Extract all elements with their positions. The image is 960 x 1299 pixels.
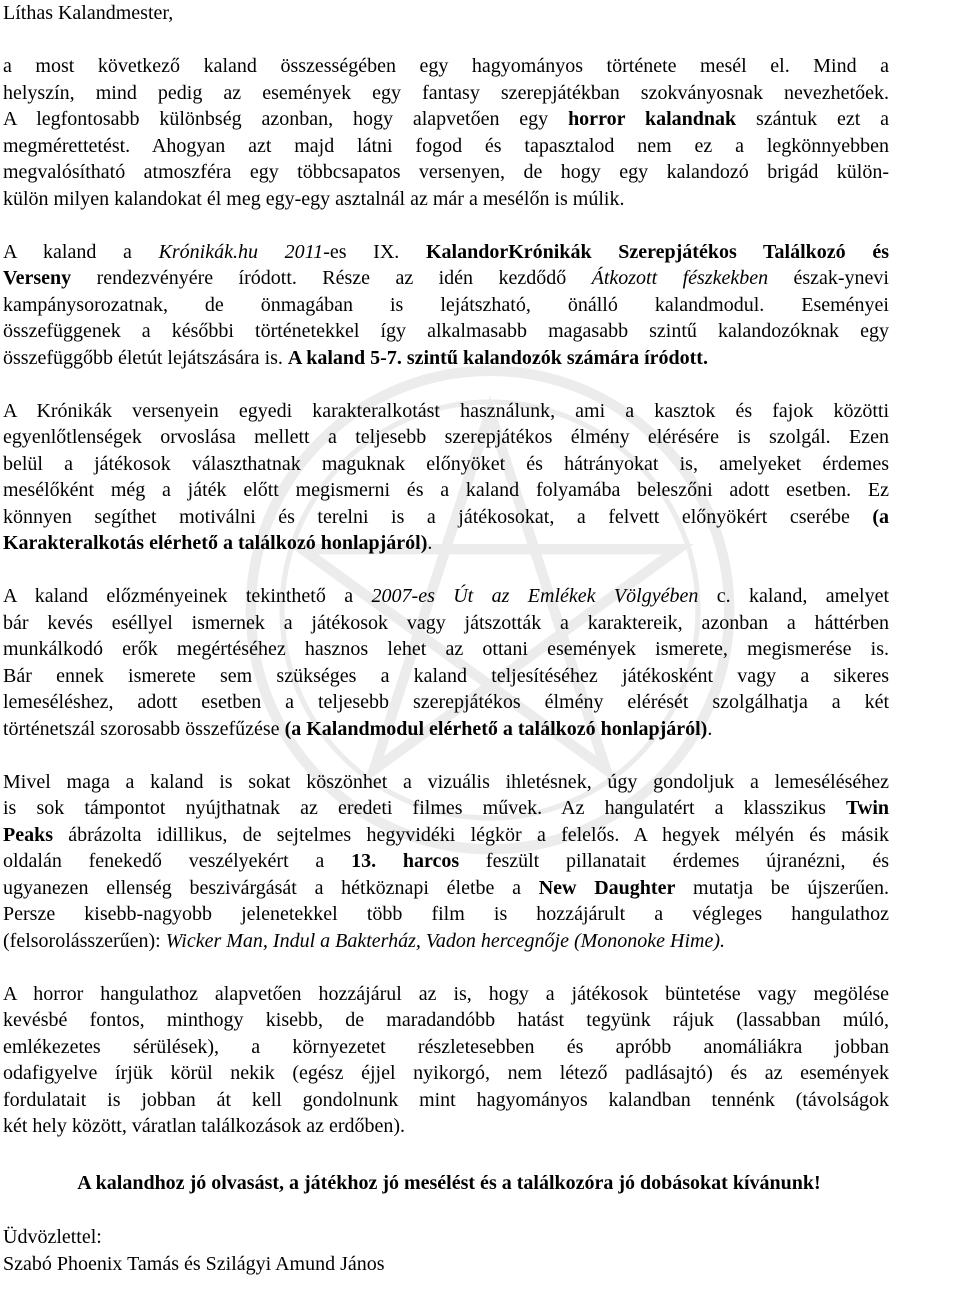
signoff: Üdvözlettel: <box>3 1226 102 1248</box>
paragraph-films: Mivel maga a kaland is sokat köszönhet a vizuális ihletésnek, úgy gondoljuk a lemeséléséhez is sok támpontot nyújthatnak az eredeti filmes művek. Az hangulatért a klasszikus Twin Peaks ábrázolta idillikus, de sejtelmes hegyvidéki légkör a felelős. A hegyek mélyén és másik oldalán fenekedő veszélyekért a 13. harcos feszült pillanatait érdemes újranézni, és ugyanezen ellenség beszivárgását a hétköznapi életbe a New Daughter mutatja be újszerűen. Persze kisebb-nagyobb jelenetekkel több film is hozzájárult a végleges hangulathoz (felsorolásszerűen): Wicker Man, Indul a Bakterház, Vadon hercegnője (Mononoke Hime). <box>3 770 889 952</box>
greeting: Líthas Kalandmester, <box>3 2 174 24</box>
document-body <box>3 0 889 1277</box>
paragraph-prequel: A kaland előzményeinek tekinthető a 2007-es Út az Emlékek Völgyében c. kaland, amelyet bár kevés eséllyel ismernek a játékosok vagy játszották a karaktereik, azonban a háttérben munkálkodó erők megértéséhez hasznos lehet az ottani események ismerete, megismerése is. Bár ennek ismerete sem szükséges a kaland teljesítéséhez játékosként vagy a sikeres lemeséléshez, adott esetben a teljesebb szerepjátékos élmény elérését szolgálhatja a két történetszál szorosabb összefűzése (a Kalandmodul elérhető a találkozó honlapjáról). <box>3 585 890 740</box>
paragraph-event: A kaland a Krónikák.hu 2011-es IX. KalandorKrónikák Szerepjátékos Találkozó és Verseny rendezvényére íródott. Része az idén kezdődő Átkozott fészkekben észak-ynevi kampánysorozatnak, de önmagában is lejátszható, önálló kalandmodul. Eseményei összefüggenek a későbbi történetekkel így alkalmasabb magasabb szintű kalandozóknak egy összefüggőbb életút lejátszására is. A kaland 5-7. szintű kalandozók számára íródott. <box>3 240 889 369</box>
paragraph-horror-mood: A horror hangulathoz alapvetően hozzájárul az is, hogy a játékosok büntetése vagy megölése kevésbé fontos, minthogy kisebb, de maradandóbb hatást tegyünk rájuk (lassabban múló, emlékezetes sérülések), a környezetet részletesebben és apróbb anomáliákra jobban odafigyelve írjük körül nekik (egész éjjel nyikorgó, nem létező padlásajtó) és az események fordulatait is jobban át kell gondolnunk mint hagyományos kalandban tennénk (távolságok két hely között, váratlan találkozások az erdőben). <box>3 982 889 1137</box>
paragraph-intro: a most következő kaland összességében egy hagyományos története mesél el. Mind a helyszín, mind pedig az események egy fantasy szerepjátékban szokványosnak nevezhetőek. A legfontosabb különbség azonban, hogy alapvetően egy horror kalandnak szántuk ezt a megmérettetést. Ahogyan azt majd látni fogod és tapasztalod nem ez a legkönnyebben megvalósítható atmoszféra egy többcsapatos versenyen, de hogy egy kalandozó brigád külön- külön milyen kalandokat él meg egy-egy asztalnál az már a mesélőn is múlik. <box>3 55 890 210</box>
paragraph-character-creation: A Krónikák versenyein egyedi karakteralkotást használunk, ami a kasztok és fajok közötti egyenlőtlenségek orvoslása mellett a teljesebb szerepjátékos élmény elérésére is szolgál. Ezen belül a játékosok választhatnak maguknak előnyöket és hátrányokat is, amelyeket érdemes mesélőként még a játék előtt megismerni és a kaland folyamába beleszőni adott esetben. Ez könnyen segíthet motiválni és terelni is a játékosokat, a felvett előnyökért cserébe (a Karakteralkotás elérhető a találkozó honlapjáról). <box>3 399 889 554</box>
closing-wish: A kalandhoz jó olvasást, a játékhoz jó mesélést és a találkozóra jó dobásokat kívánunk! <box>77 1171 821 1194</box>
authors: Szabó Phoenix Tamás és Szilágyi Amund János <box>3 1252 385 1275</box>
